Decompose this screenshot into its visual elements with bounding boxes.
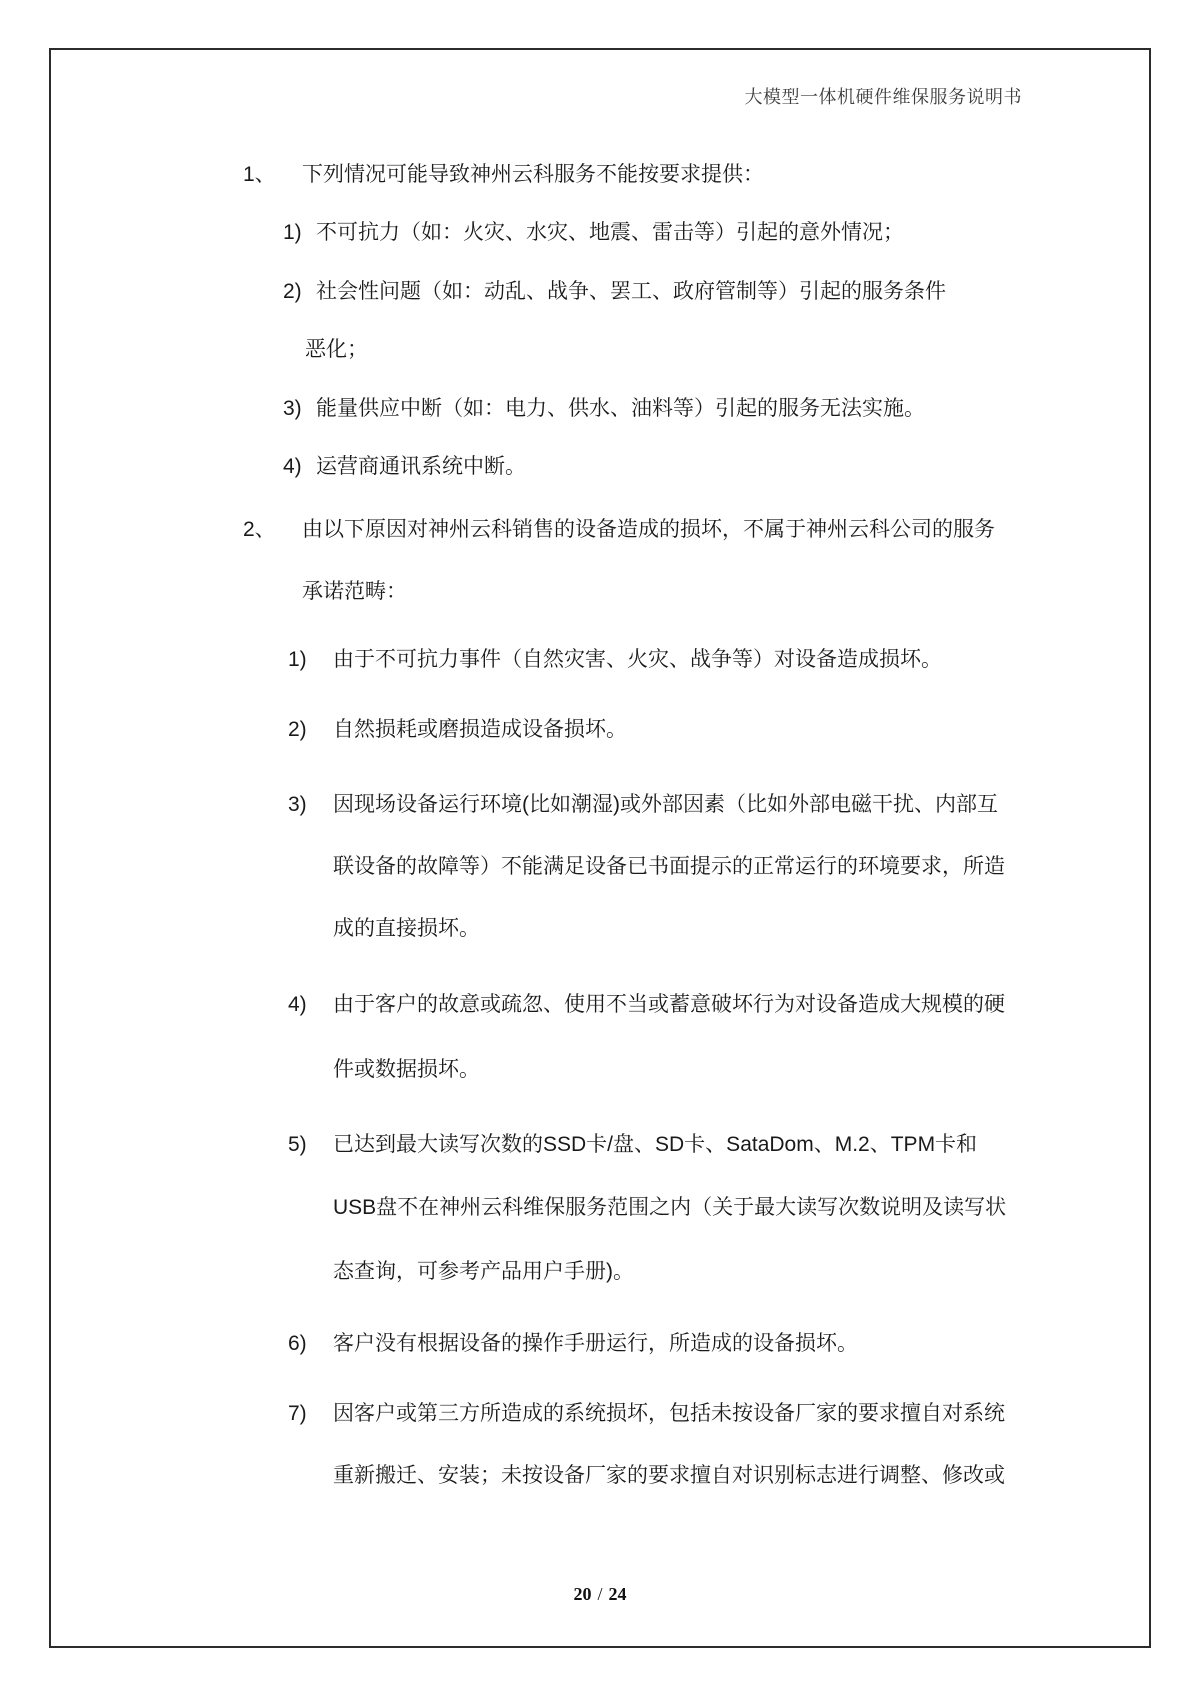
list-item-text: 客户没有根据设备的操作手册运行，所造成的设备损坏。 bbox=[333, 1332, 858, 1355]
list-item-number: 2) bbox=[288, 718, 307, 741]
list-item-text: 自然损耗或磨损造成设备损坏。 bbox=[333, 718, 627, 741]
total-page-number: 24 bbox=[608, 1584, 627, 1604]
list-item-number: 3) bbox=[288, 793, 307, 816]
list-item-continuation bbox=[0, 853, 1200, 881]
list-item bbox=[0, 453, 1200, 481]
list-item-continuation bbox=[0, 1258, 1200, 1286]
section-heading-continuation bbox=[0, 578, 1200, 606]
list-item-number: 3) bbox=[283, 397, 302, 420]
list-item-number: 1) bbox=[283, 221, 302, 244]
section-number: 2、 bbox=[243, 518, 276, 541]
list-item-continuation bbox=[0, 1462, 1200, 1490]
section-number: 1、 bbox=[243, 163, 276, 186]
list-item bbox=[0, 791, 1200, 819]
list-item-text: 由于不可抗力事件（自然灾害、火灾、战争等）对设备造成损坏。 bbox=[333, 648, 942, 671]
list-item-text: USB盘不在神州云科维保服务范围之内（关于最大读写次数说明及读写状 bbox=[333, 1196, 1007, 1219]
list-item-text: 已达到最大读写次数的SSD卡/盘、SD卡、SataDom、M.2、TPM卡和 bbox=[333, 1133, 978, 1156]
list-item bbox=[0, 1131, 1200, 1159]
section-heading-text: 由以下原因对神州云科销售的设备造成的损坏，不属于神州云科公司的服务 bbox=[302, 518, 995, 541]
list-item bbox=[0, 646, 1200, 674]
section-heading-text: 承诺范畴： bbox=[302, 580, 407, 603]
list-item-text: 能量供应中断（如：电力、供水、油料等）引起的服务无法实施。 bbox=[316, 397, 925, 420]
list-item bbox=[0, 219, 1200, 247]
list-item-text: 不可抗力（如：火灾、水灾、地震、雷击等）引起的意外情况； bbox=[316, 221, 904, 244]
list-item bbox=[0, 991, 1200, 1019]
list-item-text: 由于客户的故意或疏忽、使用不当或蓄意破坏行为对设备造成大规模的硬 bbox=[333, 993, 1005, 1016]
list-item-text: 态查询，可参考产品用户手册)。 bbox=[333, 1260, 634, 1283]
list-item-number: 7) bbox=[288, 1402, 307, 1425]
list-item-continuation bbox=[0, 1194, 1200, 1222]
list-item-text: 成的直接损坏。 bbox=[333, 917, 480, 940]
list-item-number: 4) bbox=[288, 993, 307, 1016]
section-heading bbox=[0, 516, 1200, 544]
current-page-number: 20 bbox=[573, 1584, 592, 1604]
page-number-separator: / bbox=[597, 1584, 603, 1604]
list-item bbox=[0, 1330, 1200, 1358]
list-item-continuation bbox=[0, 915, 1200, 943]
list-item-text: 联设备的故障等）不能满足设备已书面提示的正常运行的环境要求，所造 bbox=[333, 855, 1005, 878]
list-item-number: 5) bbox=[288, 1133, 307, 1156]
list-item-continuation bbox=[0, 1056, 1200, 1084]
list-item bbox=[0, 1400, 1200, 1428]
list-item-text: 运营商通讯系统中断。 bbox=[316, 455, 526, 478]
list-item-text: 恶化； bbox=[305, 338, 368, 361]
list-item-number: 2) bbox=[283, 280, 302, 303]
list-item-number: 6) bbox=[288, 1332, 307, 1355]
list-item-text: 社会性问题（如：动乱、战争、罢工、政府管制等）引起的服务条件 bbox=[316, 280, 946, 303]
list-item-text: 重新搬迁、安装；未按设备厂家的要求擅自对识别标志进行调整、修改或 bbox=[333, 1464, 1005, 1487]
page-footer bbox=[0, 1584, 1200, 1605]
list-item-number: 1) bbox=[288, 648, 307, 671]
list-item-text: 件或数据损坏。 bbox=[333, 1058, 480, 1081]
list-item-continuation bbox=[0, 336, 1200, 364]
section-heading bbox=[0, 161, 1200, 189]
list-item bbox=[0, 716, 1200, 744]
page-header-title: 大模型一体机硬件维保服务说明书 bbox=[744, 87, 1022, 107]
section-heading-text: 下列情况可能导致神州云科服务不能按要求提供： bbox=[302, 163, 764, 186]
list-item-text: 因现场设备运行环境(比如潮湿)或外部因素（比如外部电磁干扰、内部互 bbox=[333, 793, 998, 816]
list-item bbox=[0, 278, 1200, 306]
list-item-text: 因客户或第三方所造成的系统损坏，包括未按设备厂家的要求擅自对系统 bbox=[333, 1402, 1005, 1425]
list-item bbox=[0, 395, 1200, 423]
list-item-number: 4) bbox=[283, 455, 302, 478]
